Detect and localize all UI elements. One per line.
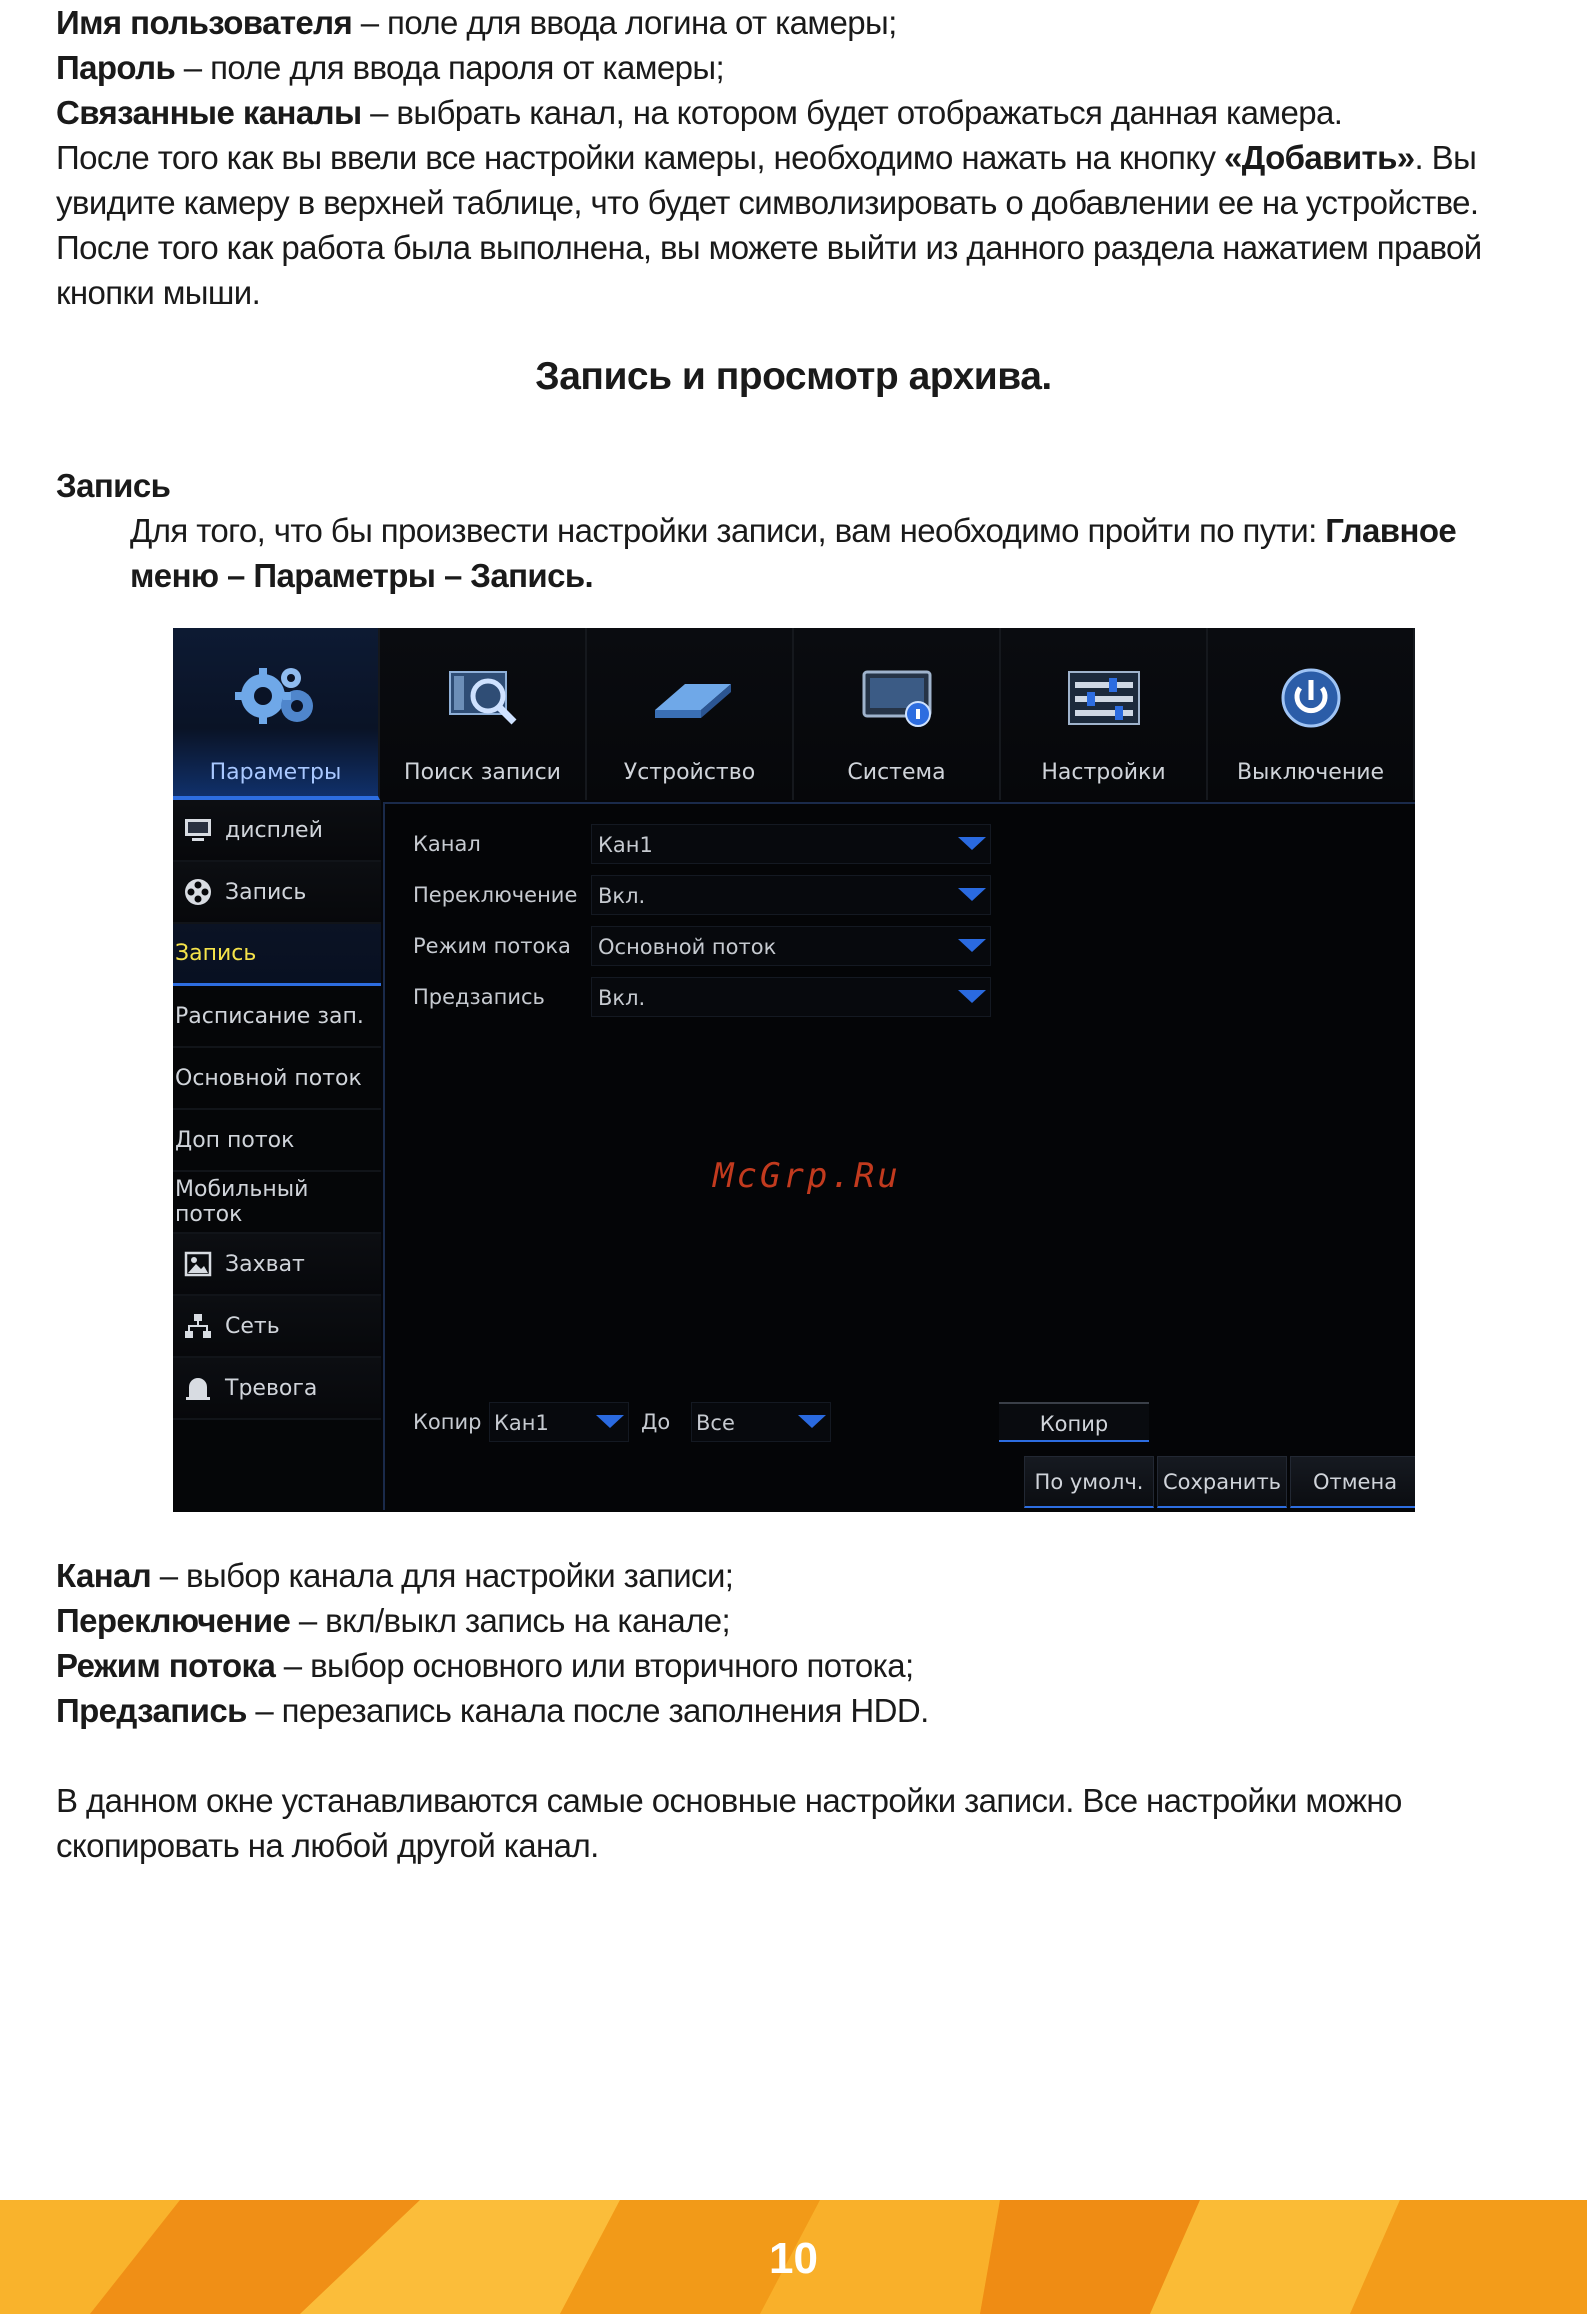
intro-line: Пароль – поле для ввода пароля от камеры; <box>56 49 725 86</box>
stream-mode-select[interactable]: Основной поток <box>591 926 991 966</box>
sidebar-item-schedule[interactable]: Расписание зап. <box>173 986 381 1048</box>
tab-shutdown[interactable] <box>1208 628 1415 800</box>
copy-from-select[interactable]: Кан1 <box>489 1402 629 1442</box>
capture-icon <box>183 1249 213 1279</box>
intro-paragraph: После того как вы ввели все настройки камеры, необходимо нажать на кнопку «Добавить». Вы увидите камеру в верхней таблице, что будет символизировать о добавлении ее на устройстве. После того как работа была выполнена, вы можете выйти из данного раздела нажатием правой кнопки мыши. <box>56 139 1482 311</box>
chevron-down-icon <box>958 837 986 850</box>
default-button[interactable]: По умолч. <box>1024 1456 1154 1508</box>
tab-label: Параметры <box>209 760 342 785</box>
intro-text <box>56 0 1536 315</box>
save-button[interactable]: Сохранить <box>1157 1456 1287 1508</box>
copy-row <box>413 1402 1413 1442</box>
chevron-down-icon <box>958 939 986 952</box>
sidebar-item-record-group[interactable]: Запись <box>173 862 381 924</box>
tab-settings[interactable] <box>1001 628 1208 800</box>
tab-device[interactable] <box>587 628 794 800</box>
alarm-icon <box>183 1373 213 1403</box>
network-icon <box>183 1311 213 1341</box>
device-icon <box>635 658 745 738</box>
tab-label: Поиск записи <box>404 760 561 785</box>
closing-paragraph: В данном окне устанавливаются самые основные настройки записи. Все настройки можно скопировать на любой другой канал. <box>56 1782 1402 1864</box>
chevron-down-icon <box>596 1415 624 1428</box>
sidebar-item-mobile-stream[interactable]: Мобильный поток <box>173 1172 381 1234</box>
record-block <box>56 463 1536 598</box>
stream-mode-label: Режим потока <box>413 934 571 958</box>
tab-label: Выключение <box>1236 760 1385 785</box>
sidebar-item-sub-stream[interactable]: Доп поток <box>173 1110 381 1172</box>
tab-system[interactable] <box>794 628 1001 800</box>
switch-select[interactable]: Вкл. <box>591 875 991 915</box>
definition-line: Канал – выбор канала для настройки записи; <box>56 1557 734 1594</box>
section-heading: Запись и просмотр архива. <box>535 355 1052 398</box>
system-icon <box>842 658 952 738</box>
record-subheading: Запись <box>56 467 171 504</box>
dvr-top-menu <box>173 628 1415 800</box>
tab-label: Устройство <box>623 760 756 785</box>
channel-row <box>413 824 1013 864</box>
film-reel-icon <box>183 877 213 907</box>
record-instructions: Для того, что бы произвести настройки записи, вам необходимо пройти по пути: Главное меню – Параметры – Запись. <box>130 512 1457 594</box>
power-icon <box>1256 658 1366 738</box>
copy-button[interactable]: Копир <box>999 1402 1149 1442</box>
definition-line: Предзапись – перезапись канала после заполнения HDD. <box>56 1692 929 1729</box>
sidebar-item-main-stream[interactable]: Основной поток <box>173 1048 381 1110</box>
dvr-screenshot <box>173 628 1415 1512</box>
tab-parameters[interactable] <box>173 628 380 800</box>
prerecord-row <box>413 977 1013 1017</box>
chevron-down-icon <box>958 990 986 1003</box>
switch-label: Переключение <box>413 883 578 907</box>
display-icon <box>183 815 213 845</box>
dialog-buttons <box>1021 1456 1415 1508</box>
sidebar-item-alarm[interactable]: Тревога <box>173 1358 381 1420</box>
sidebar-item-network[interactable]: Сеть <box>173 1296 381 1358</box>
prerecord-label: Предзапись <box>413 985 545 1009</box>
dvr-sidebar <box>173 800 381 1512</box>
channel-select[interactable]: Кан1 <box>591 824 991 864</box>
sidebar-item-display[interactable]: дисплей <box>173 800 381 862</box>
prerecord-select[interactable]: Вкл. <box>591 977 991 1017</box>
chevron-down-icon <box>798 1415 826 1428</box>
definition-line: Режим потока – выбор основного или вторичного потока; <box>56 1647 914 1684</box>
cancel-button[interactable]: Отмена <box>1290 1456 1415 1508</box>
channel-label: Канал <box>413 832 481 856</box>
tab-label: Настройки <box>1041 760 1166 785</box>
watermark: McGrp.Ru <box>713 1156 901 1196</box>
intro-line: Связанные каналы – выбрать канал, на котором будет отображаться данная камера. <box>56 94 1343 131</box>
sidebar-item-record[interactable]: Запись <box>173 924 381 986</box>
chevron-down-icon <box>958 888 986 901</box>
sidebar-item-capture[interactable]: Захват <box>173 1234 381 1296</box>
copy-label: Копир <box>413 1410 482 1434</box>
intro-line: Имя пользователя – поле для ввода логина от камеры; <box>56 4 897 41</box>
search-record-icon <box>428 658 538 738</box>
stream-mode-row <box>413 926 1013 966</box>
definition-line: Переключение – вкл/выкл запись на канале; <box>56 1602 731 1639</box>
switch-row <box>413 875 1013 915</box>
copy-to-select[interactable]: Все <box>691 1402 831 1442</box>
tab-label: Система <box>847 760 946 785</box>
tab-record-search[interactable] <box>380 628 587 800</box>
definitions <box>56 1553 1536 1733</box>
settings-icon <box>1049 658 1159 738</box>
gears-icon <box>221 658 331 738</box>
copy-to-label: До <box>641 1410 671 1434</box>
page-number: 10 <box>769 2234 818 2283</box>
dvr-record-settings-panel <box>383 802 1415 1510</box>
